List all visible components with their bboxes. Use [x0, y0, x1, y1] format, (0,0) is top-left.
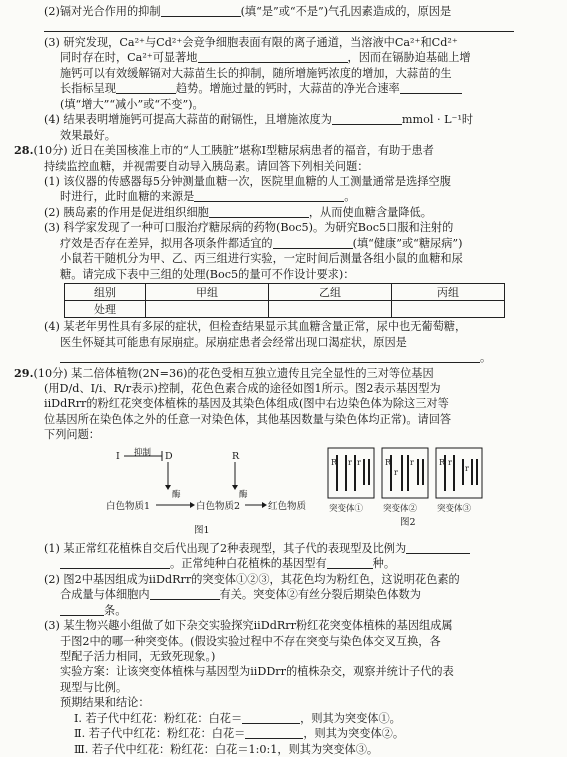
- fig1-enzyme1: 酶: [172, 489, 181, 500]
- q29-head-l2: (用D/d、I/i、R/r表示)控制，花色色素合成的途径如图1所示。图2表示基因型为: [44, 381, 441, 395]
- prev-q3-l2: 同时存在时，Ca²⁺可显著地 ，因而在镉胁迫基础上增: [60, 51, 471, 65]
- fig1-product: 红色物质: [268, 500, 307, 512]
- mutant1-cell: [328, 448, 374, 498]
- answer-blank[interactable]: [332, 113, 402, 125]
- q29-result-2: Ⅱ. 若子代中红花：粉红花：白花＝ ，则其为突变体②。: [74, 727, 405, 741]
- prev-q2-blank-line: [44, 19, 557, 34]
- q29-p3-l2: 于图2中的哪一种突变体。(假设实验过程中不存在突变与染色体交叉互换，各: [60, 634, 441, 648]
- fig1-enzyme2: 酶: [239, 489, 248, 500]
- q28-p4-l3: 。: [44, 350, 557, 365]
- table-input-cell[interactable]: [146, 301, 269, 318]
- fig1-gene-I: I: [116, 450, 120, 462]
- answer-blank[interactable]: [60, 351, 480, 363]
- q28-p3-l2: 疗效是否存在差异，拟用各项条件都适宜的 (填“健康”或“糖尿病”): [60, 236, 463, 250]
- treatment-table: [64, 283, 505, 318]
- table-header-row: [65, 284, 505, 301]
- gene-label: r: [348, 457, 352, 467]
- answer-blank[interactable]: [400, 82, 462, 94]
- table-cell: 处理: [65, 301, 146, 318]
- prev-q2: (2)镉对光合作用的抑制 (填“是”或“不是”)气孔因素造成的，原因是: [44, 5, 452, 18]
- q29-result-1: Ⅰ. 若子代中红花：粉红花：白花＝ ，则其为突变体①。: [74, 711, 401, 725]
- prev-q3-l3: 施钙可以有效缓解镉对大蒜苗生长的抑制，随所增施钙浓度的增加，大蒜苗的生: [60, 66, 452, 80]
- q29-head-l3: iiDdRrr的粉红花突变体植株的基因及其染色体组成(图中右边染色体为除这三对等: [44, 397, 449, 411]
- q28-head-l1: 28.(10分) 近日在美国核准上市的“人工胰脏”堪称Ⅰ型糖尿病患者的福音，有助于患者: [14, 143, 434, 158]
- fig1-gene-R: R: [232, 450, 240, 462]
- prev-q4-l2: 效果最好。: [60, 128, 116, 142]
- q29-p3-l3: 型配子活力相同，无致死现象。): [60, 649, 216, 663]
- figure-area: [44, 445, 544, 541]
- q28-p1-l2: 时进行，此时血糖的来源是 。: [60, 190, 356, 204]
- table-row: [65, 301, 505, 318]
- answer-blank[interactable]: [194, 190, 344, 202]
- q29-result-3: Ⅲ. 若子代中红花：粉红花：白花＝1:0:1，则其为突变体③。: [74, 742, 379, 756]
- q29-p1-l1: (1) 某正常红花植株自交后代出现了2种表现型，其子代的表现型及比例为: [44, 541, 557, 556]
- q28-p3-l3: 小鼠若干随机分为甲、乙、丙三组进行实验，一定时间后测量各组小鼠的血糖和尿: [60, 252, 463, 266]
- answer-blank[interactable]: [242, 712, 300, 724]
- fig1-substance1: 白色物质1: [106, 500, 151, 512]
- gene-label: r: [394, 467, 398, 477]
- table-cell: 丙组: [392, 284, 505, 301]
- answer-blank[interactable]: [209, 206, 309, 218]
- mutant2-cell: [382, 448, 428, 498]
- q28-p3-l4: 糖。请完成下表中三组的处理(Boc5的量可不作设计要求)：: [60, 267, 355, 281]
- q28-head-l2: 持续监控血糖，并视需要自动导入胰岛素。请回答下列相关问题：: [44, 159, 369, 173]
- answer-blank[interactable]: [406, 542, 470, 554]
- gene-label: r: [410, 457, 414, 467]
- gene-label: R: [331, 457, 338, 467]
- q28-p2: (2) 胰岛素的作用是促进组织细胞 ，从而使血糖含量降低。: [44, 205, 432, 219]
- mutant2-label: 突变体②: [383, 503, 418, 514]
- q29-p1-l2: 。正常纯种白花植株的基因型有 种。: [44, 556, 557, 571]
- mutant1-chromosomes: [337, 455, 369, 491]
- mutant1-label: 突变体①: [329, 503, 364, 514]
- q29-head-l1: 29.(10分) 某二倍体植物(2N=36)的花色受相互独立遗传且完全显性的三对等位基因: [14, 365, 434, 380]
- q28-p4-l1: (4) 某老年男性具有多尿的症状，但检查结果显示其血糖含量正常，尿中也无葡萄糖，: [44, 320, 467, 334]
- answer-blank[interactable]: [327, 557, 373, 569]
- prev-q3-l1: (3) 研究发现，Ca²⁺与Cd²⁺会竞争细胞表面有限的离子通道，当溶液中Ca²⁺和Cd²⁺: [44, 35, 458, 49]
- fig2-caption: 图2: [400, 516, 416, 528]
- table-cell: 甲组: [146, 284, 269, 301]
- gene-label: r: [465, 463, 469, 473]
- q29-p3-l5: 现型与比例。: [60, 680, 128, 694]
- q29-p3-l1: (3) 某生物兴趣小组做了如下杂交实验探究iiDdRrr粉红花突变体植株的基因组成属: [44, 619, 453, 633]
- q28-p4-l2: 医生怀疑其可能患有尿崩症。尿崩症患者会经常出现口渴症状，原因是: [60, 335, 407, 349]
- gene-label: R: [439, 457, 446, 467]
- figures: [44, 445, 557, 541]
- fig1-substance2: 白色物质2: [196, 500, 241, 512]
- q28-p1-l1: (1) 该仪器的传感器每5分钟测量血糖一次，医院里血糖的人工测量通常是选择空腹: [44, 174, 451, 188]
- mutant3-label: 突变体③: [437, 503, 472, 514]
- answer-blank[interactable]: [273, 237, 353, 249]
- prev-q3-l5: (填“增大”“减小”或“不变”)。: [60, 97, 204, 111]
- q29-p3-l6: 预期结果和结论：: [60, 696, 150, 710]
- answer-blank[interactable]: [116, 82, 176, 94]
- answer-blank[interactable]: [150, 588, 220, 600]
- q29-head-l5: 下列问题：: [44, 428, 100, 442]
- answer-blank[interactable]: [245, 727, 303, 739]
- table-cell: 乙组: [269, 284, 392, 301]
- fig1-caption: 图1: [194, 524, 210, 536]
- table-input-cell[interactable]: [269, 301, 392, 318]
- answer-blank[interactable]: [198, 51, 348, 63]
- fig1-gene-D: D: [165, 450, 173, 462]
- table-cell: 组别: [65, 284, 146, 301]
- gene-label: r: [448, 457, 452, 467]
- fig1-inhibit-label: 抑制: [134, 447, 152, 458]
- prev-q4-l1: (4) 结果表明增施钙可提高大蒜苗的耐镉性，且增施浓度为 mmol · L⁻¹时: [44, 113, 474, 127]
- answer-blank[interactable]: [44, 20, 514, 32]
- gene-label: r: [357, 457, 361, 467]
- table-input-cell[interactable]: [392, 301, 505, 318]
- mutant3-cell: [436, 448, 482, 498]
- figure-2-chromosomes: [328, 448, 482, 528]
- fig1-arrowhead: [165, 485, 171, 490]
- fig1-arrowhead: [190, 502, 195, 508]
- fig1-arrowhead: [232, 485, 238, 490]
- answer-blank[interactable]: [161, 5, 241, 17]
- q29-p3-l4: 实验方案：让该突变体植株与基因型为iiDDrr的植株杂交，观察并统计子代的表: [60, 665, 454, 679]
- answer-blank[interactable]: [60, 604, 104, 616]
- figure-1-pathway: [106, 447, 307, 536]
- q29-p2-l3: 条。: [44, 603, 557, 618]
- q29-p2-l1: (2) 图2中基因组成为iiDdRrr的突变体①②③，其花色均为粉红色，这说明花色素的: [44, 572, 460, 586]
- prev-q3-l4: 长指标呈现 趋势。增施过量的钙时，大蒜苗的净光合速率: [44, 81, 557, 96]
- gene-label: R: [385, 457, 392, 467]
- q28-p3-l1: (3) 科学家发现了一种可口服治疗糖尿病的药物(Boc5)。为研究Boc5口服和注射的: [44, 221, 454, 235]
- answer-blank[interactable]: [60, 557, 170, 569]
- q29-p2-l2: 合成量与体细胞内 有关。突变体②有丝分裂后期染色体数为: [60, 588, 421, 602]
- q29-head-l4: 位基因所在染色体之外的任意一对染色体，其他基因数量与染色体均正常)。请回答: [44, 412, 452, 426]
- fig1-arrowhead: [262, 502, 267, 508]
